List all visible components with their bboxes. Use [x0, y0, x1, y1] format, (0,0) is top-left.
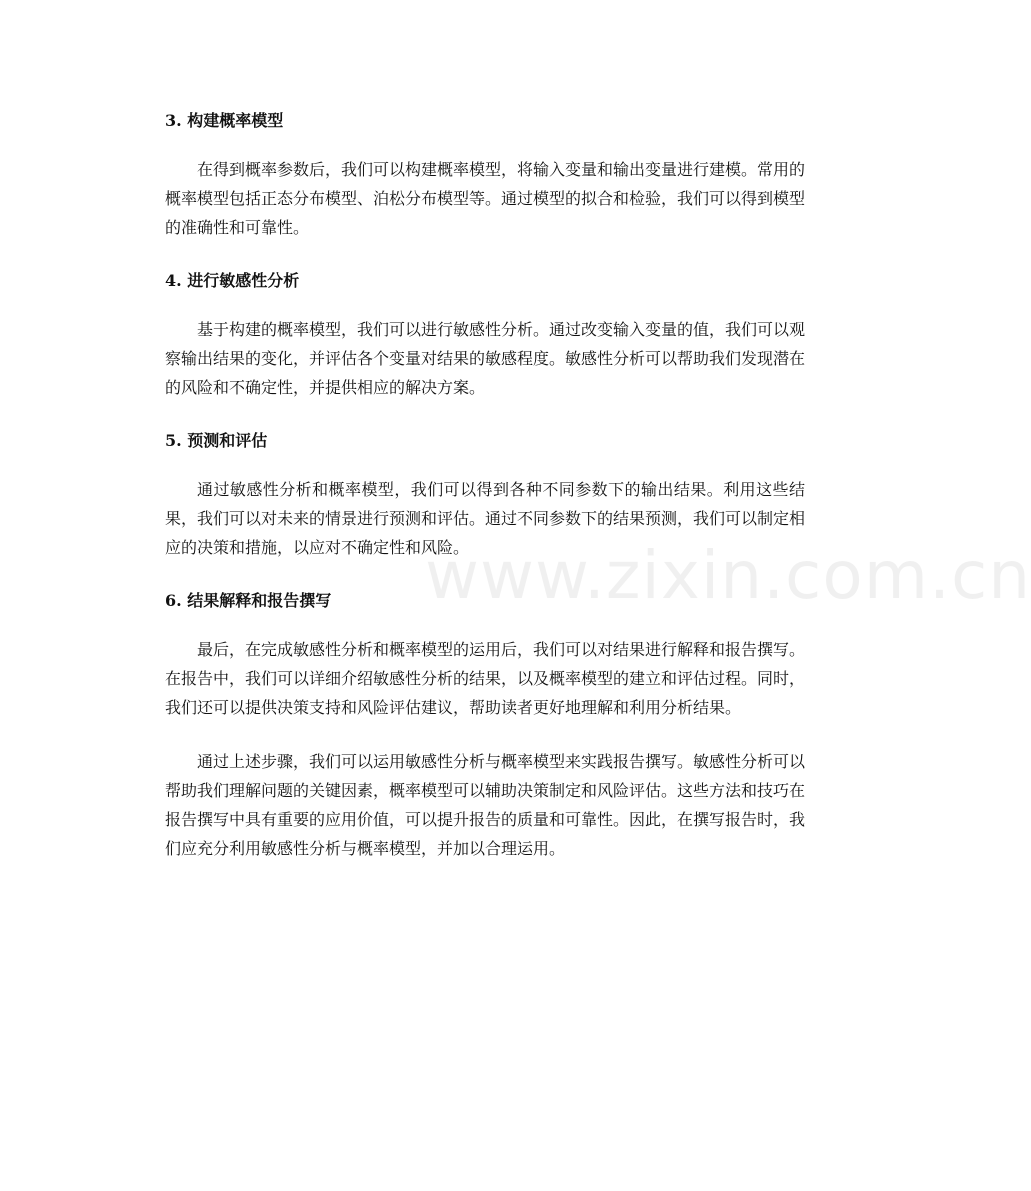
section-paragraph-5: 通过敏感性分析和概率模型，我们可以得到各种不同参数下的输出结果。利用这些结果，我们可以对未来的情景进行预测和评估。通过不同参数下的结果预测，我们可以制定相应的决策和措施，以应对不确定性和风险。	[165, 480, 806, 557]
conclusion-paragraph: 通过上述步骤，我们可以运用敏感性分析与概率模型来实践报告撰写。敏感性分析可以帮助我们理解问题的关键因素，概率模型可以辅助决策制定和风险评估。这些方法和技巧在报告撰写中具有重要的应用价值，可以提升报告的质量和可靠性。因此，在撰写报告时，我们应充分利用敏感性分析与概率模型，并加以合理运用。	[165, 752, 806, 858]
section-heading-3: 3. 构建概率模型	[165, 111, 284, 130]
document-body	[165, 107, 805, 863]
section-heading-5: 5. 预测和评估	[165, 431, 268, 450]
watermark-text: www.zixin.com.cn	[425, 537, 1031, 614]
section-heading-6: 6. 结果解释和报告撰写	[165, 591, 332, 610]
section-heading-4: 4. 进行敏感性分析	[165, 271, 300, 290]
section-paragraph-4: 基于构建的概率模型，我们可以进行敏感性分析。通过改变输入变量的值，我们可以观察输出结果的变化，并评估各个变量对结果的敏感程度。敏感性分析可以帮助我们发现潜在的风险和不确定性，并提供相应的解决方案。	[165, 320, 806, 397]
section-paragraph-6: 最后，在完成敏感性分析和概率模型的运用后，我们可以对结果进行解释和报告撰写。在报告中，我们可以详细介绍敏感性分析的结果，以及概率模型的建立和评估过程。同时，我们还可以提供决策支持和风险评估建议，帮助读者更好地理解和利用分析结果。	[165, 640, 806, 717]
section-paragraph-3: 在得到概率参数后，我们可以构建概率模型，将输入变量和输出变量进行建模。常用的概率模型包括正态分布模型、泊松分布模型等。通过模型的拟合和检验，我们可以得到模型的准确性和可靠性。	[165, 160, 806, 237]
